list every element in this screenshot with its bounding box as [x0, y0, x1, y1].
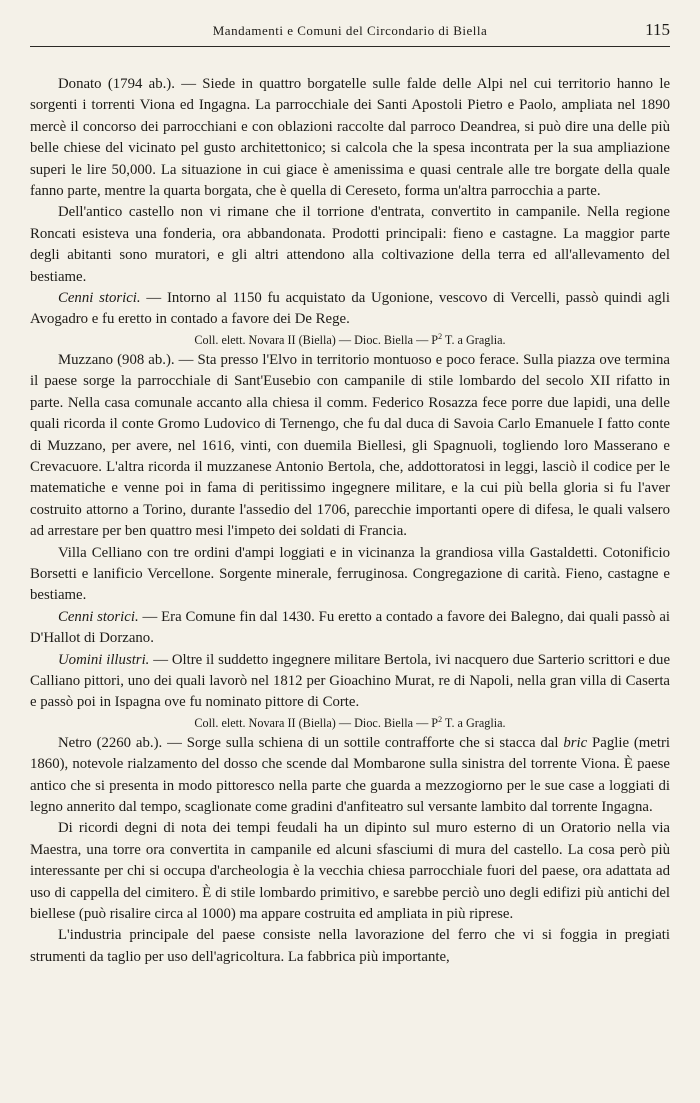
paragraph-text: Paglie (metri 1860), notevole rialzamento del dosso che scende dal Mombarone sulla sinistra del torrente Viona. È paese antico che si presenta in modo pittoresco nella parte che guarda a mezzogiorno per le sue case a loggiati di legno annerito dal tempo, scaglionate come gradini d'anfiteatro sul versante lambito dal torrente Ingagna. — [30, 734, 671, 815]
paragraph-text: — Sorge sulla schiena di un sottile contrafforte che si stacca dal — [167, 734, 564, 751]
entry-netro-intro — [30, 733, 670, 819]
entry-muzzano-intro — [30, 350, 670, 543]
paragraph: L'industria principale del paese consiste nella lavorazione del ferro che vi si foggia in pregiati strumenti da taglio per uso dell'agricoltura. La fabbrica più importante, — [30, 927, 670, 965]
population-donato: (1794 ab.). — [107, 76, 175, 92]
entry-title-netro: Netro — [58, 734, 92, 751]
population-netro: (2260 ab.). — [96, 734, 163, 751]
header-title: Mandamenti e Comuni del Circondario di Biella — [212, 23, 488, 38]
body-text — [30, 74, 670, 968]
paragraph-text: — Era Comune fin dal 1430. Fu eretto a contado a favore dei Balegno, dai quali passò ai D'Hallot di Dorzano. — [30, 608, 671, 647]
section-label: Cenni storici. — [58, 608, 139, 625]
entry-donato-intro — [30, 74, 670, 202]
running-header — [30, 20, 670, 47]
paragraph: Dell'antico castello non vi rimane che il torrione d'entrata, convertito in campanile. Nella regione Roncati esisteva una fonderia, ora abbandonata. Prodotti principali: fieno e castagne. La maggior parte degli abitanti sono muratori, e gli altri attendono alla coltivazione della terra ed all'allevamento del bestiame. — [30, 204, 670, 285]
page-number: 115 — [645, 20, 670, 39]
paragraph-text: — Intorno al 1150 fu acquistato da Ugonione, vescovo di Vercelli, passò quindi agli Avogadro e fu eretto in contado a favore dei De Rege. — [30, 290, 670, 328]
collegio-text: T. a Graglia. — [442, 332, 506, 347]
paragraph-text: — Oltre il suddetto ingegnere militare Bertola, ivi nacquero due Sarterio scrittori e due Calliano pittori, uno dei quali lavorò nel 1812 per Gioachino Murat, re di Napoli, nella gran villa di Caserta e passò poi in Ispagna ove fu nominato pittore di Corte. — [30, 651, 671, 711]
section-label: Uomini illustri. — [58, 651, 150, 668]
paragraph-text: — Sta presso l'Elvo in territorio montuoso e poco ferace. Sulla piazza ove termina il paese sorge la parrocchiale di Sant'Eusebio con campanile di stile lombardo del secolo XII rifatto in parte. Nella casa comunale accanto alla chiesa il comm. Federico Rosazza fece porre due lapidi, una delle quali ricorda il conte Gromo Ludovico di Ternengo, che fu dal duca di Savoia Carlo Emanuele I fatto conte di Muzzano, per avere, nel 1616, vinti, con duemila Biellesi, gli Spagnuoli, togliendo loro Masserano e Crevacuore. L'altra ricorda il muzzanese Antonio Bertola, che, addottoratosi in leggi, lasciò il codice per le matematiche e venne poi in fama di peritissimo ingegnere militare, e la cui più bella gloria si fu l'aver costruito attorno a Torino, durante l'assedio del 1706, parecchie importanti opere di difesa, le quali valsero ad arrestare per ben quattro mesi l'impeto dei soldati di Francia. — [30, 351, 671, 540]
collegio-line-donato — [30, 331, 670, 350]
collegio-text: Coll. elett. Novara II (Biella) — Dioc. Biella — P — [194, 715, 439, 730]
section-label: Cenni storici. — [58, 290, 141, 307]
collegio-text: Coll. elett. Novara II (Biella) — Dioc. Biella — P — [194, 332, 439, 347]
collegio-line-muzzano — [30, 714, 670, 733]
collegio-sup: 2 — [438, 714, 443, 724]
population-muzzano: (908 ab.). — [117, 351, 175, 368]
italic-term: bric — [563, 734, 588, 751]
uomini-illustri-muzzano — [30, 650, 670, 714]
paragraph-text: — Siede in quattro borgatelle sulle falde delle Alpi nel cui territorio hanno le sorgenti i torrenti Viona ed Ingagna. La parrocchiale dei Santi Apostoli Pietro e Paolo, ampliata nel 1890 mercè il concorso dei parrocchiani e con oblazioni raccolte dal parroco Deandrea, si può dire una delle più belle chiese del vicinato pel gusto architettonico; si calcola che la spesa incontrata per la sua ampliazione superi le lire 50,000. La situazione in cui giace è amenissima e quasi centrale alle tre borgate della quale fanno parte, mentre la quarta borgata, che è quella di Cereseto, forma un'altra parrocchia a parte. — [30, 76, 671, 200]
cenni-storici-muzzano — [30, 607, 670, 650]
collegio-text: T. a Graglia. — [442, 715, 506, 730]
paragraph: Di ricordi degni di nota dei tempi feudali ha un dipinto sul muro esterno di un Oratorio nella via Maestra, una torre ora convertita in campanile ed alcuni sfasciumi di mura del castello. La cosa però più interessante per chi si occupa d'archeologia è la vecchia chiesa parrocchiale fuori del paese, ora adattata ad uso di cappella del cimitero. È di stile lombardo primitivo, e sarebbe perciò uno degli edifizi più antichi del biellese (può risalire circa al 1000) ma appare costruita ed ampliata in più riprese. — [30, 820, 670, 923]
cenni-storici-donato — [30, 288, 670, 331]
entry-title-muzzano: Muzzano — [58, 351, 114, 368]
paragraph: Villa Celliano con tre ordini d'ampi loggiati e in vicinanza la grandiosa villa Gastaldetti. Cotonificio Borsetti e lanificio Vercellone. Sorgente minerale, ferruginosa. Congregazione di carità. Fieno, castagne e bestiame. — [30, 544, 670, 604]
entry-title-donato: Donato — [58, 76, 102, 92]
collegio-sup: 2 — [438, 331, 443, 341]
